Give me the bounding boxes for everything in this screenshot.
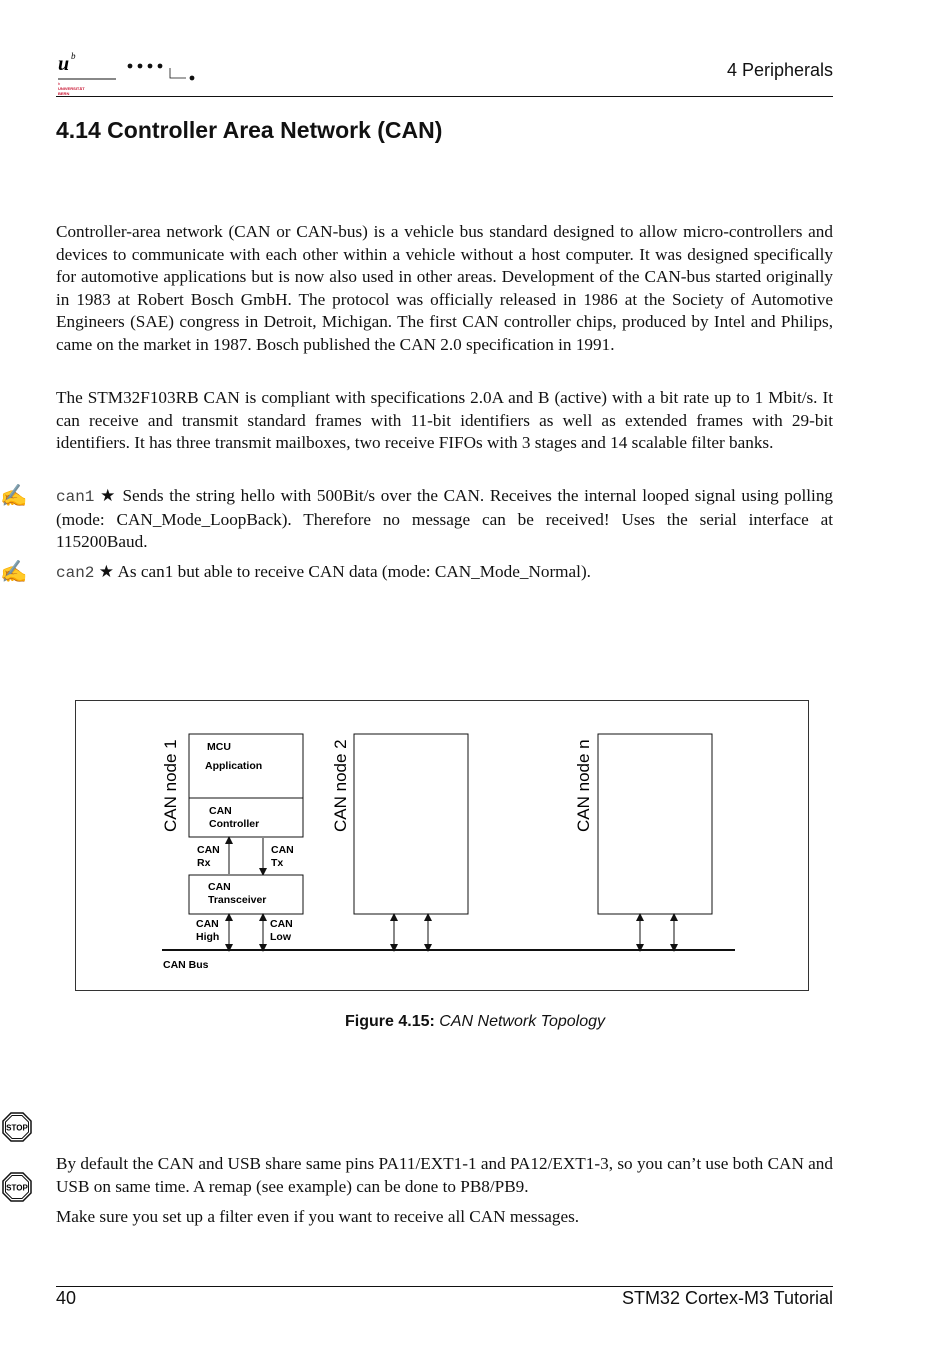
logo-line1: b (58, 81, 61, 86)
stop-sign-icon (2, 1112, 32, 1142)
example-code-name[interactable]: can2 (56, 564, 95, 582)
logo-dot (128, 64, 133, 69)
rx-label-line2: Rx (197, 857, 211, 869)
hand-write-icon: ✍ (0, 559, 28, 584)
low-label-line2: Low (270, 931, 291, 943)
noden-label: CAN node n (574, 739, 593, 832)
example-code-name[interactable]: can1 (56, 488, 95, 506)
node2-label: CAN node 2 (331, 739, 350, 832)
star-icon: ★ (98, 562, 115, 581)
figure-number: Figure 4.15: (345, 1013, 435, 1030)
logo-dot (138, 64, 143, 69)
header-rule (56, 96, 833, 97)
transceiver-label-line1: CAN (208, 881, 231, 893)
logo-line3: BERN (58, 91, 70, 96)
body-paragraph: By default the CAN and USB share same pins PA11/EXT1-1 and PA12/EXT1-3, so you can’t use both CAN and USB on same time. A remap (see example) can be done to PB8/PB9. (56, 1154, 833, 1196)
high-label-line2: High (196, 931, 220, 943)
hand-write-icon: ✍ (0, 483, 28, 508)
stop-sign-text: STOP (6, 1183, 28, 1193)
running-header-chapter: 4 Peripherals (726, 60, 833, 80)
logo-dot (190, 76, 195, 81)
example-description: As can1 but able to receive CAN data (mode: CAN_Mode_Normal). (117, 562, 591, 581)
mcu-label: MCU (207, 741, 231, 753)
tx-label-line1: CAN (271, 844, 294, 856)
figure-caption (0, 1013, 950, 1031)
footer-title: STM32 Cortex-M3 Tutorial (621, 1288, 833, 1308)
page-number: 40 (56, 1288, 77, 1308)
transceiver-label-line2: Transceiver (208, 894, 267, 906)
can-network-diagram (75, 700, 809, 991)
tx-label-line2: Tx (271, 857, 284, 869)
example-item (56, 485, 833, 554)
node1-label: CAN node 1 (161, 739, 180, 832)
high-label-line1: CAN (196, 918, 219, 930)
stop-sign-icon (2, 1172, 32, 1202)
controller-label-line1: CAN (209, 805, 232, 817)
logo-dot (148, 64, 153, 69)
footer-rule (56, 1286, 833, 1287)
controller-label-line2: Controller (209, 818, 260, 830)
figure-caption-text: CAN Network Topology (439, 1013, 605, 1030)
logo-dot (158, 64, 163, 69)
logo-letter: u (58, 53, 70, 75)
logo-superscript: b (71, 51, 76, 61)
low-label-line1: CAN (270, 918, 293, 930)
university-logo (56, 50, 206, 100)
can-bus-label: CAN Bus (163, 959, 209, 971)
logo-line2: UNIVERSITÄT (58, 86, 85, 91)
body-paragraph: The STM32F103RB CAN is compliant with specifications 2.0A and B (active) with a bit rate up to 1 Mbit/s. It can receive and transmit standard frames with 11-bit identifiers as well as extended frames with 29-bit identifiers. It has three transmit mailboxes, two receive FIFOs with 3 stages and 14 scalable filter banks. (56, 388, 833, 453)
section-title: 4.14 Controller Area Network (CAN) (56, 117, 443, 143)
noden-box (598, 734, 712, 914)
application-label: Application (205, 760, 263, 772)
body-paragraph: Controller-area network (CAN or CAN-bus) is a vehicle bus standard designed to allow micro-controllers and devices to communicate with each other within a vehicle without a host computer. It was designed specifically for automotive applications but is now also used in other areas. Development of the CAN-bus started originally in 1983 at Robert Bosch GmbH. The protocol was officially released in 1986 at the Society of Automotive Engineers (SAE) congress in Detroit, Michigan. The first CAN controller chips, produced by Intel and Philips, came on the market in 1987. Bosch published the CAN 2.0 specification in 1991. (56, 222, 833, 354)
rx-label-line1: CAN (197, 844, 220, 856)
example-description: Sends the string hello with 500Bit/s over the CAN. Receives the internal looped signal using polling (mode: CAN_Mode_LoopBack). Therefore no message can be received! Uses the serial interface at 115200Baud. (56, 486, 834, 552)
node2-box (354, 734, 468, 914)
example-item (56, 561, 833, 585)
star-icon: ★ (100, 486, 117, 505)
stop-sign-text: STOP (6, 1123, 28, 1133)
body-paragraph: Make sure you set up a filter even if you want to receive all CAN messages. (56, 1207, 580, 1226)
